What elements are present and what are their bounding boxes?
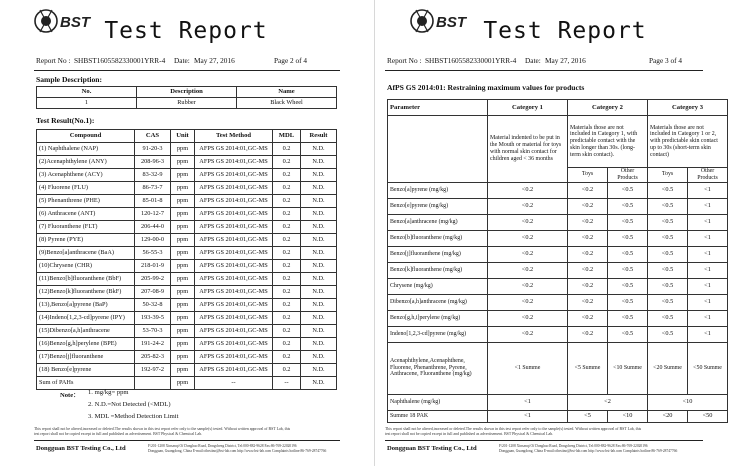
result-cell: 205-82-3 — [135, 351, 171, 364]
limit-value: <0.2 — [568, 214, 608, 230]
limit-param: Benzo[g,h,i]perylene (mg/kg) — [388, 310, 488, 326]
table-row — [37, 286, 337, 299]
result-cell: 86-73-7 — [135, 182, 171, 195]
limit-value: <20 Summe — [648, 342, 688, 394]
result-cell: 193-39-5 — [135, 312, 171, 325]
limit-param: Benzo[a]anthracene (mg/kg) — [388, 214, 488, 230]
header-rule — [385, 70, 703, 71]
limit-value: <1 — [688, 262, 728, 278]
report-no: SHBST1605582330001YRR-4 — [425, 56, 517, 65]
test-result-table — [36, 129, 337, 390]
table-row — [388, 326, 728, 342]
limit-value: <0.5 — [608, 246, 648, 262]
result-cell: N.D. — [301, 221, 337, 234]
result-cell: 0.2 — [273, 312, 301, 325]
table-row — [388, 262, 728, 278]
result-cell: (10)Chrysene (CHR) — [37, 260, 135, 273]
result-cell: AFPS GS 2014:01,GC-MS — [195, 325, 273, 338]
limit-value: <1 Summe — [488, 342, 568, 394]
limit-value: <0.5 — [608, 310, 648, 326]
limit-param: Benzo[j]fluoranthene (mg/kg) — [388, 246, 488, 262]
limit-value: <0.2 — [488, 198, 568, 214]
test-result-label: Test Result(No.1): — [36, 116, 95, 125]
result-cell: AFPS GS 2014:01,GC-MS — [195, 351, 273, 364]
limit-param: Indeno[1,2,3-cd]pyrene (mg/kg) — [388, 326, 488, 342]
result-cell: (9)Benzo[a]anthracene (BaA) — [37, 247, 135, 260]
result-cell: AFPS GS 2014:01,GC-MS — [195, 299, 273, 312]
disclaimer-line: test report shall not be copied except in full and published as advertisement. BST Physical & Chemical Lab. — [385, 432, 554, 437]
footer-address-line: F/201-1208 Xinsanqi Of Donghao Road, Dongcheng District, Tel:000-882-9628 Fax:86-769-22020196 — [148, 444, 297, 448]
result-cell: ppm — [171, 195, 195, 208]
result-cell: (17)Benzo[j]fluoranthene — [37, 351, 135, 364]
result-cell: N.D. — [301, 208, 337, 221]
result-cell: ppm — [171, 377, 195, 390]
limit-value: <0.2 — [568, 230, 608, 246]
result-cell: 91-20-3 — [135, 143, 171, 156]
result-cell: N.D. — [301, 143, 337, 156]
report-date: May 27, 2016 — [194, 56, 235, 65]
limit-value: <1 — [688, 182, 728, 198]
limit-value: <10 Summe — [608, 342, 648, 394]
limit-value: <0.2 — [488, 214, 568, 230]
result-cell: (6) Anthracene (ANT) — [37, 208, 135, 221]
result-cell: 205-99-2 — [135, 273, 171, 286]
category-header: Category 2 — [568, 100, 648, 116]
limit-value: <5 — [568, 410, 608, 422]
disclaimer — [34, 427, 290, 437]
limit-value: <0.2 — [568, 294, 608, 310]
result-header: Unit — [171, 130, 195, 143]
table-row — [388, 182, 728, 198]
result-header: Compound — [37, 130, 135, 143]
footer-rule — [385, 440, 703, 441]
result-header: MDL — [273, 130, 301, 143]
limit-value: <2 — [568, 394, 648, 410]
result-cell: N.D. — [301, 325, 337, 338]
sample-header: Name — [237, 87, 337, 98]
report-no-label: Report No : — [36, 56, 71, 65]
limit-value: <0.5 — [648, 198, 688, 214]
limit-value: <1 — [688, 326, 728, 342]
result-cell: (14)Indeno[1,2,3-cd]pyrene (IPY) — [37, 312, 135, 325]
result-cell: (12)Benzo[k]fluoranthene (BkF) — [37, 286, 135, 299]
result-cell: N.D. — [301, 273, 337, 286]
result-cell: ppm — [171, 156, 195, 169]
result-cell: 0.2 — [273, 247, 301, 260]
limits-table — [387, 99, 728, 423]
result-cell: (11)Benzo[b]fluoranthene (BbF) — [37, 273, 135, 286]
result-cell: N.D. — [301, 312, 337, 325]
category-header: Category 3 — [648, 100, 728, 116]
result-cell: N.D. — [301, 377, 337, 390]
limit-param: Benzo[b]fluoranthene (mg/kg) — [388, 230, 488, 246]
result-cell: AFPS GS 2014:01,GC-MS — [195, 221, 273, 234]
logo-text: BST — [60, 14, 90, 31]
disclaimer — [385, 427, 641, 437]
result-cell: ppm — [171, 338, 195, 351]
limit-value: <0.5 — [608, 214, 648, 230]
footer-address — [499, 444, 677, 453]
result-cell: 192-97-2 — [135, 364, 171, 377]
result-cell: 0.2 — [273, 143, 301, 156]
result-cell: ppm — [171, 273, 195, 286]
footer-address — [148, 444, 326, 453]
result-cell: ppm — [171, 286, 195, 299]
limit-value: <0.2 — [488, 262, 568, 278]
limit-value: <0.5 — [608, 294, 648, 310]
limit-value: <0.5 — [648, 262, 688, 278]
result-cell: 0.2 — [273, 195, 301, 208]
limit-value: <0.2 — [568, 278, 608, 294]
result-cell: ppm — [171, 299, 195, 312]
limit-value: <10 — [648, 394, 728, 410]
table-row — [388, 198, 728, 214]
result-cell: AFPS GS 2014:01,GC-MS — [195, 286, 273, 299]
limit-value: <0.2 — [488, 246, 568, 262]
footer-rule — [34, 440, 340, 441]
category-description: Materials those are not included in Category 1 or 2, with predictable skin contact up to 30s (short-term skin contact) — [648, 116, 728, 168]
result-cell: (13),Benzo[a]pyrene (BaP) — [37, 299, 135, 312]
result-cell: (2)Acenaphthylene (ANY) — [37, 156, 135, 169]
result-cell: (4) Fluorene (FLU) — [37, 182, 135, 195]
result-cell: N.D. — [301, 182, 337, 195]
result-cell: AFPS GS 2014:01,GC-MS — [195, 143, 273, 156]
result-cell: -- — [195, 377, 273, 390]
result-cell: N.D. — [301, 338, 337, 351]
sample-header: No. — [37, 87, 137, 98]
section-title: AfPS GS 2014:01: Restraining maximum values for products — [387, 83, 585, 92]
result-cell: 0.2 — [273, 234, 301, 247]
table-row — [37, 260, 337, 273]
table-row — [388, 310, 728, 326]
limit-value: <1 — [488, 394, 568, 410]
page-title: Test Report — [483, 18, 647, 44]
result-cell: 206-44-0 — [135, 221, 171, 234]
limit-value: <1 — [688, 310, 728, 326]
limit-value: <0.5 — [648, 294, 688, 310]
limit-param: Benzo[k]fluoranthene (mg/kg) — [388, 262, 488, 278]
result-cell: 0.2 — [273, 338, 301, 351]
report-date: May 27, 2016 — [545, 56, 586, 65]
limit-value: <0.5 — [648, 246, 688, 262]
category-description: Materials those are not included in Category 1, with predictable contact with the skin longer than 30s. (long-term skin contact). — [568, 116, 648, 168]
result-cell: ppm — [171, 143, 195, 156]
table-row — [37, 169, 337, 182]
result-cell: ppm — [171, 364, 195, 377]
result-cell: -- — [273, 377, 301, 390]
limit-value: <10 — [608, 410, 648, 422]
result-cell: ppm — [171, 182, 195, 195]
table-row — [37, 195, 337, 208]
limit-value: <0.5 — [608, 182, 648, 198]
result-cell: N.D. — [301, 351, 337, 364]
disclaimer-line: This report shall not be altered,increased or deleted.The results shown in this test report refer only to the sample(s) tested. Without written approval of BST Lab, this — [34, 427, 291, 431]
limit-value: <0.2 — [568, 182, 608, 198]
result-cell: 53-70-3 — [135, 325, 171, 338]
limit-value: <0.5 — [608, 198, 648, 214]
note-line: 3. MDL =Method Detection Limit — [88, 413, 179, 420]
table-row — [37, 351, 337, 364]
result-cell: N.D. — [301, 156, 337, 169]
table-row — [37, 247, 337, 260]
limit-value: <0.5 — [648, 182, 688, 198]
table-row — [37, 312, 337, 325]
result-cell: ppm — [171, 312, 195, 325]
limit-value: <1 — [488, 410, 568, 422]
table-row — [37, 364, 337, 377]
footer-address-line: Dongguan, Guangdong, China E-mail:ctbrstino@bst-lab.com http://www.bst-lab.com Complaints hotline:86-769-28747766 — [148, 448, 327, 453]
limit-value: <0.2 — [568, 326, 608, 342]
result-cell: N.D. — [301, 247, 337, 260]
result-cell: (3) Acenaphthene (ACY) — [37, 169, 135, 182]
limit-param: Chrysene (mg/kg) — [388, 278, 488, 294]
table-row — [388, 230, 728, 246]
sample-header: Description — [137, 87, 237, 98]
result-cell: N.D. — [301, 260, 337, 273]
table-row — [37, 273, 337, 286]
sample-description-label: Sample Description: — [36, 75, 103, 84]
result-header: Test Method — [195, 130, 273, 143]
table-row — [388, 294, 728, 310]
table-row — [388, 278, 728, 294]
note-line: 1. mg/kg= ppm — [88, 389, 129, 396]
result-cell — [135, 377, 171, 390]
limit-value: <0.2 — [488, 310, 568, 326]
limit-value: <50 — [688, 410, 728, 422]
result-cell: ppm — [171, 351, 195, 364]
sub-header: Other Products — [608, 168, 648, 183]
note-line: 2. N.D.=Not Detected (<MDL) — [88, 401, 171, 408]
logo-text: BST — [436, 14, 466, 31]
table-row — [37, 208, 337, 221]
limit-param: Naphthalene (mg/kg) — [388, 394, 488, 410]
table-row — [37, 143, 337, 156]
sub-header: Toys — [648, 168, 688, 183]
result-cell: 129-00-0 — [135, 234, 171, 247]
result-cell: 0.2 — [273, 325, 301, 338]
limit-value: <0.5 — [608, 230, 648, 246]
limit-value: <0.5 — [608, 278, 648, 294]
limit-value: <0.5 — [648, 278, 688, 294]
result-cell: (15)Dibenzo[a,h]anthracene — [37, 325, 135, 338]
result-cell: N.D. — [301, 286, 337, 299]
result-cell: 0.2 — [273, 351, 301, 364]
result-cell: AFPS GS 2014:01,GC-MS — [195, 208, 273, 221]
disclaimer-line: This report shall not be altered,increased or deleted.The results shown in this test report refer only to the sample(s) tested. Without written approval of BST Lab, this — [385, 427, 642, 431]
limit-value: <1 — [688, 246, 728, 262]
result-cell: 0.2 — [273, 286, 301, 299]
report-no: SHBST1605582330001YRR-4 — [74, 56, 166, 65]
result-cell: 0.2 — [273, 364, 301, 377]
limit-value: <1 — [688, 278, 728, 294]
result-cell: (18) Benzo[e]pyrene — [37, 364, 135, 377]
result-header: Result — [301, 130, 337, 143]
report-page-3 — [375, 0, 750, 466]
result-cell: 0.2 — [273, 169, 301, 182]
result-cell: 0.2 — [273, 299, 301, 312]
result-cell: 0.2 — [273, 156, 301, 169]
result-cell: AFPS GS 2014:01,GC-MS — [195, 364, 273, 377]
sub-header: Toys — [568, 168, 608, 183]
sample-cell: 1 — [37, 98, 137, 109]
limit-param: Acenaphthylene,Acenaphthene, Fluorene, Phenanthrene, Pyrene, Anthracene, Fluoranthene (mg/kg) — [388, 342, 488, 394]
limit-value: <1 — [688, 198, 728, 214]
sample-table — [36, 86, 337, 109]
date-label: Date: — [174, 56, 190, 65]
limit-value: <0.2 — [568, 310, 608, 326]
result-cell: N.D. — [301, 364, 337, 377]
result-cell: 0.2 — [273, 208, 301, 221]
limit-value: <0.2 — [488, 278, 568, 294]
result-cell: N.D. — [301, 234, 337, 247]
result-cell: (5) Phenanthrene (PHE) — [37, 195, 135, 208]
result-cell: AFPS GS 2014:01,GC-MS — [195, 182, 273, 195]
result-cell: (16)Benzo[g,h]perylene (BPE) — [37, 338, 135, 351]
result-cell: (8) Pyrene (PYE) — [37, 234, 135, 247]
table-row — [388, 246, 728, 262]
table-row — [37, 182, 337, 195]
result-cell: AFPS GS 2014:01,GC-MS — [195, 169, 273, 182]
result-cell: AFPS GS 2014:01,GC-MS — [195, 312, 273, 325]
result-cell: 0.2 — [273, 260, 301, 273]
result-cell: 207-08-9 — [135, 286, 171, 299]
header-rule — [34, 70, 340, 71]
footer-address-line: F/201-1208 Xinsanqi Of Donghao Road, Dongcheng District, Tel:000-882-9628 Fax:86-769-22020196 — [499, 444, 648, 448]
sub-header: Other Products — [688, 168, 728, 183]
footer-company: Dongguan BST Testing Co., Ltd — [36, 445, 126, 452]
result-cell: 0.2 — [273, 182, 301, 195]
result-cell: ppm — [171, 247, 195, 260]
result-cell: N.D. — [301, 169, 337, 182]
sample-cell: Rubber — [137, 98, 237, 109]
result-cell: AFPS GS 2014:01,GC-MS — [195, 338, 273, 351]
limit-value: <0.2 — [568, 262, 608, 278]
table-row — [37, 377, 337, 390]
footer-address-line: Dongguan, Guangdong, China E-mail:ctbrstino@bst-lab.com http://www.bst-lab.com Complaints hotline:86-769-28747766 — [499, 448, 678, 453]
page-number: Page 3 of 4 — [649, 56, 683, 65]
result-cell: AFPS GS 2014:01,GC-MS — [195, 234, 273, 247]
result-cell: 83-32-9 — [135, 169, 171, 182]
page-number: Page 2 of 4 — [274, 56, 308, 65]
result-cell: ppm — [171, 221, 195, 234]
result-cell: 120-12-7 — [135, 208, 171, 221]
limit-value: <0.2 — [568, 198, 608, 214]
result-cell: ppm — [171, 169, 195, 182]
report-no-label: Report No : — [387, 56, 422, 65]
result-cell: N.D. — [301, 299, 337, 312]
table-row — [37, 221, 337, 234]
table-row — [388, 214, 728, 230]
result-cell: (7) Fluoranthene (FLT) — [37, 221, 135, 234]
category-header: Category 1 — [488, 100, 568, 116]
result-cell: AFPS GS 2014:01,GC-MS — [195, 273, 273, 286]
result-cell: AFPS GS 2014:01,GC-MS — [195, 156, 273, 169]
limit-value: <0.5 — [648, 230, 688, 246]
date-label: Date: — [525, 56, 541, 65]
result-cell: AFPS GS 2014:01,GC-MS — [195, 247, 273, 260]
result-cell: (1) Naphthalene (NAP) — [37, 143, 135, 156]
limit-value: <0.5 — [648, 310, 688, 326]
result-cell: ppm — [171, 325, 195, 338]
result-cell: ppm — [171, 260, 195, 273]
result-cell: 85-01-8 — [135, 195, 171, 208]
param-header: Parameter — [388, 100, 488, 116]
disclaimer-line: test report shall not be copied except in full and published as advertisement. BST Physical & Chemical Lab. — [34, 432, 203, 437]
limit-value: <0.5 — [648, 214, 688, 230]
limit-value: <1 — [688, 230, 728, 246]
limit-value: <0.2 — [488, 182, 568, 198]
result-cell: ppm — [171, 234, 195, 247]
category-description: Material indented to be put in the Mouth or material for toys with normal skin contact for children aged < 36 months — [488, 116, 568, 183]
param-blank — [388, 116, 488, 183]
limit-param: Summe 18 PAK — [388, 410, 488, 422]
note-label: Note： — [60, 392, 80, 399]
result-cell: 50-32-8 — [135, 299, 171, 312]
result-cell: 0.2 — [273, 273, 301, 286]
result-cell: 0.2 — [273, 221, 301, 234]
limit-value: <0.5 — [608, 326, 648, 342]
limit-value: <50 Summe — [688, 342, 728, 394]
footer-company: Dongguan BST Testing Co., Ltd — [387, 445, 477, 452]
sample-cell: Black Wheel — [237, 98, 337, 109]
result-cell: N.D. — [301, 195, 337, 208]
result-cell: 218-01-9 — [135, 260, 171, 273]
limit-value: <0.5 — [608, 262, 648, 278]
limit-value: <0.2 — [568, 246, 608, 262]
result-cell: AFPS GS 2014:01,GC-MS — [195, 260, 273, 273]
limit-value: <0.2 — [488, 294, 568, 310]
limit-param: Benzo[a]pyrene (mg/kg) — [388, 182, 488, 198]
limit-value: <20 — [648, 410, 688, 422]
table-row — [37, 234, 337, 247]
table-row — [37, 156, 337, 169]
result-cell: 208-96-3 — [135, 156, 171, 169]
table-row — [37, 325, 337, 338]
table-row — [37, 338, 337, 351]
limit-value: <5 Summe — [568, 342, 608, 394]
limit-value: <0.2 — [488, 326, 568, 342]
result-cell: ppm — [171, 208, 195, 221]
table-row — [37, 299, 337, 312]
limit-value: <0.5 — [648, 326, 688, 342]
limit-value: <1 — [688, 294, 728, 310]
result-header: CAS — [135, 130, 171, 143]
result-cell: 56-55-3 — [135, 247, 171, 260]
limit-value: <1 — [688, 214, 728, 230]
limit-param: Dibenzo[a,h]anthracene (mg/kg) — [388, 294, 488, 310]
result-cell: 191-24-2 — [135, 338, 171, 351]
result-cell: Sum of PAHs — [37, 377, 135, 390]
limit-param: Benzo[e]pyrene (mg/kg) — [388, 198, 488, 214]
result-cell: AFPS GS 2014:01,GC-MS — [195, 195, 273, 208]
page-title: Test Report — [104, 18, 268, 44]
limit-value: <0.2 — [488, 230, 568, 246]
